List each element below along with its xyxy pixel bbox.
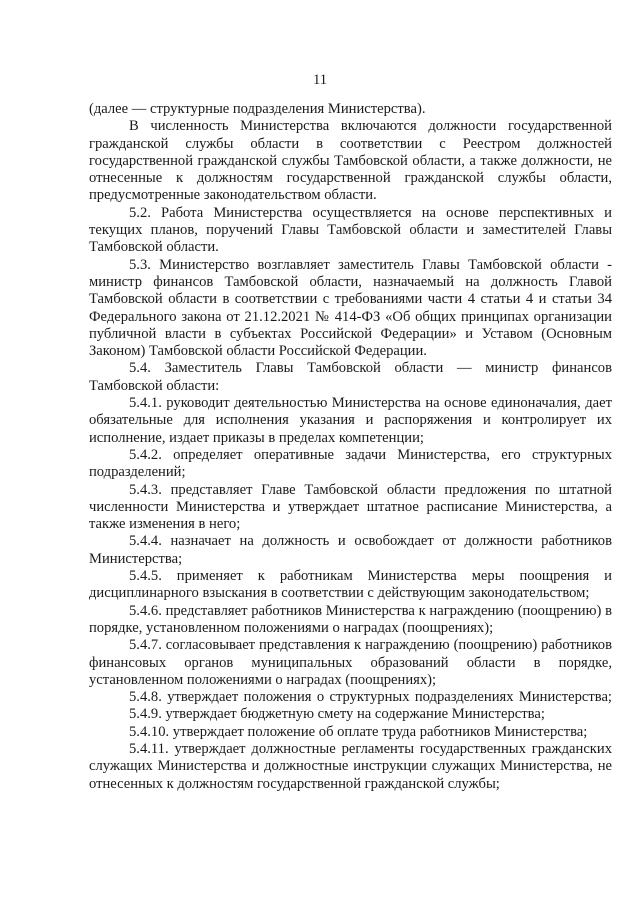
paragraph-5-4-4: 5.4.4. назначает на должность и освобождает от должности работников Министерства; — [89, 533, 612, 567]
paragraph-5-4-5: 5.4.5. применяет к работникам Министерства меры поощрения и дисциплинарного взыскания в соответствии с действующим законодательством; — [89, 568, 612, 602]
paragraph-5-4-6: 5.4.6. представляет работников Министерства к награждению (поощрению) в порядке, установленном положениями о наградах (поощрениях); — [89, 602, 612, 636]
paragraph-5-4-8: 5.4.8. утверждает положения о структурных подразделениях Министерства; — [129, 689, 612, 706]
paragraph-5-4: 5.4. Заместитель Главы Тамбовской области — министр финансов Тамбовской области: — [89, 360, 612, 394]
page-number: 11 — [312, 72, 328, 88]
paragraph-continuation: (далее — структурные подразделения Министерства). — [89, 101, 426, 117]
paragraph-5-3: 5.3. Министерство возглавляет заместитель Главы Тамбовской области - министр финансов Тамбовской области, назначаемый на должность Главой Тамбовской области в соответствии с требованиями части 4 статьи 4 и статьи 34 Федерального закона от 21.12.2021 № 414-ФЗ «Об общих принципах организации публичной власти в субъектах Российской Федерации» и Уставом (Основным Законом) Тамбовской области Российской Федерации. — [89, 256, 612, 360]
paragraph-5-4-7: 5.4.7. согласовывает представления к награждению (поощрению) работников финансовых органов муниципальных образований области в порядке, установленном положениями о наградах (поощрениях); — [89, 637, 612, 688]
document-body — [89, 101, 612, 793]
paragraph-5-4-11: 5.4.11. утверждает должностные регламенты государственных гражданских служащих Министерства и должностные инструкции служащих Министерства, не отнесенных к должностям государственной гражданской службы; — [89, 740, 612, 792]
paragraph-staffing: В численность Министерства включаются должности государственной гражданской службы области в соответствии с Реестром должностей государственной гражданской службы Тамбовской области, а также должности, не отнесенные к должностям государственной гражданской службы области, предусмотренные законодательством области. — [89, 118, 612, 204]
paragraph-5-2: 5.2. Работа Министерства осуществляется на основе перспективных и текущих планов, поручений Главы Тамбовской области и заместителей Главы Тамбовской области. — [89, 204, 612, 256]
paragraph-5-4-3: 5.4.3. представляет Главе Тамбовской области предложения по штатной численности Министерства и утверждает штатное расписание Министерства, а также изменения в него; — [89, 481, 612, 533]
paragraph-5-4-9: 5.4.9. утверждает бюджетную смету на содержание Министерства; — [129, 706, 545, 723]
paragraph-5-4-1: 5.4.1. руководит деятельностью Министерства на основе единоначалия, дает обязательные для исполнения указания и распоряжения и контролирует их исполнение, издает приказы в пределах компетенции; — [89, 395, 612, 446]
paragraph-5-4-2: 5.4.2. определяет оперативные задачи Министерства, его структурных подразделений; — [89, 446, 612, 481]
paragraph-5-4-10: 5.4.10. утверждает положение об оплате труда работников Министерства; — [129, 723, 588, 740]
